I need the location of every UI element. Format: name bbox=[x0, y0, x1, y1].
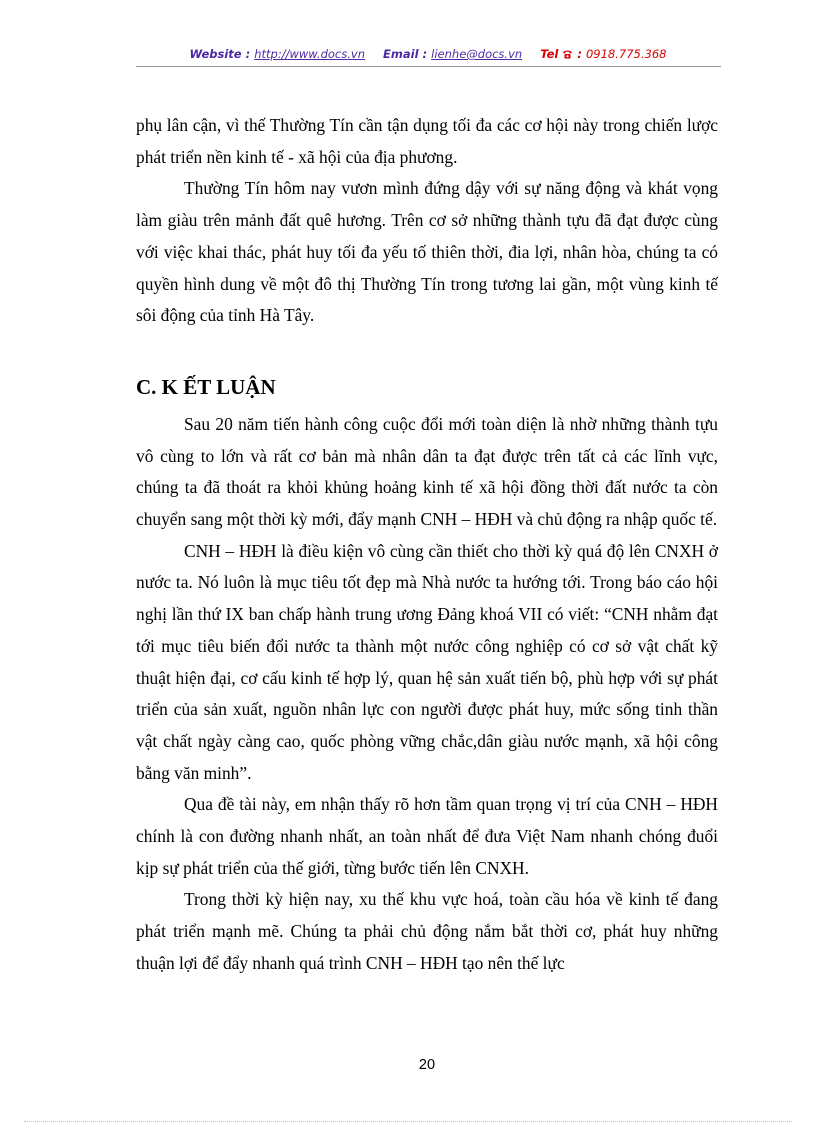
website-label: Website : bbox=[189, 47, 251, 61]
paragraph: Thường Tín hôm nay vươn mình đứng dậy với sự năng động và khát vọng làm giàu trên mảnh đất quê hương. Trên cơ sở những thành tựu đã đạt được cùng với việc khai thác, phát huy tối đa yếu tố thiên thời, đia lợi, nhân hòa, chúng ta có quyền hình dung về một đô thị Thường Tín trong tương lai gần, một vùng kinh tế sôi động của tỉnh Hà Tây. bbox=[136, 178, 718, 326]
document-body bbox=[136, 110, 718, 980]
page-bottom-border bbox=[24, 1121, 792, 1122]
tel-label: Tel bbox=[540, 47, 559, 61]
tel-number: 0918.775.368 bbox=[585, 47, 667, 61]
email-separator: : bbox=[422, 47, 428, 61]
paragraph: phụ lân cận, vì thế Thường Tín cần tận dụng tối đa các cơ hội này trong chiến lược phát triển nền kinh tế - xã hội của địa phương. bbox=[136, 115, 718, 167]
tel-separator: : bbox=[577, 47, 582, 61]
page-number: 20 bbox=[418, 1057, 436, 1073]
paragraph: Trong thời kỳ hiện nay, xu thế khu vực hoá, toàn cầu hóa về kinh tế đang phát triển mạnh mẽ. Chúng ta phải chủ động nắm bắt thời cơ, phát huy những thuận lợi để đẩy nhanh quá trình CNH – HĐH tạo nên thế lực bbox=[136, 889, 718, 973]
website-link[interactable]: http://www.docs.vn bbox=[254, 47, 365, 61]
paragraph: Qua đề tài này, em nhận thấy rõ hơn tầm quan trọng vị trí của CNH – HĐH chính là con đường nhanh nhất, an toàn nhất để đưa Việt Nam nhanh chóng đuổi kịp sự phát triển của thế giới, từng bước tiến lên CNXH. bbox=[136, 794, 718, 878]
page-header bbox=[136, 47, 720, 61]
paragraph: Sau 20 năm tiến hành công cuộc đổi mới toàn diện là nhờ những thành tựu vô cùng to lớn và rất cơ bản mà nhân dân ta đạt được trên tất cả các lĩnh vực, chúng ta đã thoát ra khỏi khủng hoảng kinh tế xã hội đồng thời đất nước ta còn chuyển sang một thời kỳ mới, đẩy mạnh CNH – HĐH và chủ động ra nhập quốc tế. bbox=[136, 413, 718, 530]
email-label: Email bbox=[383, 47, 419, 61]
paragraph: CNH – HĐH là điều kiện vô cùng cần thiết cho thời kỳ quá độ lên CNXH ở nước ta. Nó luôn là mục tiêu tốt đẹp mà Nhà nước ta hướng tới. Trong báo cáo hội nghị lần thứ IX ban chấp hành trung ương Đảng khoá VII có viết: “CNH nhằm đạt tới mục tiêu biến đổi nước ta thành một nước công nghiệp có cơ sở vật chất kỹ thuật hiện đại, cơ cấu kinh tế hợp lý, quan hệ sản xuất tiến bộ, phù hợp với sự phát triển của sản xuất, nguồn nhân lực con người được phát huy, mức sống tinh thần vật chất ngày càng cao, quốc phòng vững chắc,dân giàu nước mạnh, xã hội công bằng văn minh”. bbox=[136, 540, 718, 783]
email-link[interactable]: lienhe@docs.vn bbox=[431, 47, 523, 61]
section-heading: C. K ẾT LUẬN bbox=[136, 374, 276, 399]
phone-icon bbox=[562, 47, 577, 61]
header-divider bbox=[136, 66, 721, 67]
